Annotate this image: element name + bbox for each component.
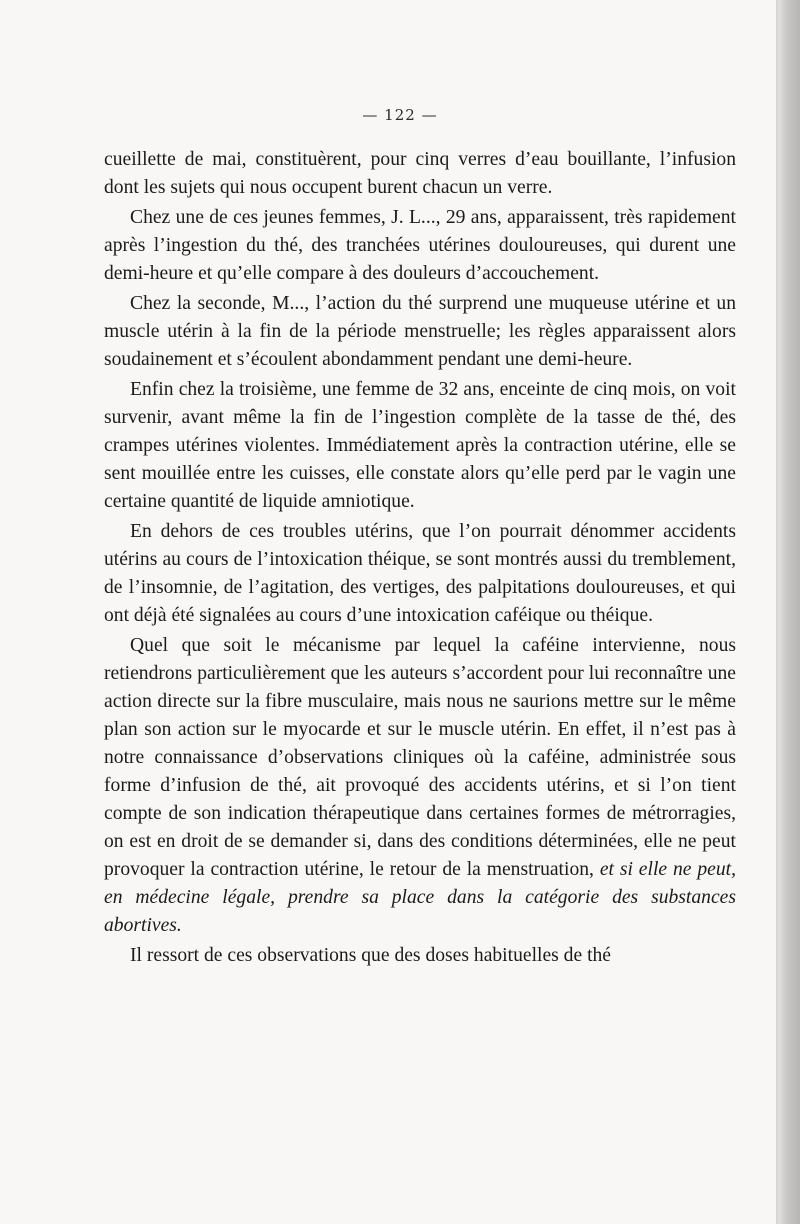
paragraph-6-italic: et si elle ne peut, en médecine légale, prendre sa place dans la catégorie des substances abortives. [104,859,736,936]
page-edge-shadow [778,0,800,1224]
paragraph-6-text: Quel que soit le mécanisme par lequel la caféine intervienne, nous retiendrons particulièrement que les auteurs s’accordent pour lui reconnaître une action directe sur la fibre musculaire, mais nous ne saurions mettre sur le même plan son action sur le myocarde et sur le muscle utérin. En effet, il n’est pas à notre connaissance d’observations cliniques où la caféine, administrée sous forme d’infusion de thé, ait provoqué des accidents utérins, et si l’on tient compte de son indication thérapeutique dans certaines formes de métrorragies, on est en droit de se demander si, dans des conditions déterminées, elle ne peut provoquer la contraction utérine, le retour de la menstruation, [104,635,736,880]
paragraph-2: Chez une de ces jeunes femmes, J. L..., 29 ans, apparaissent, très rapidement après l’ingestion du thé, des tranchées utérines douloureuses, qui durent une demi-heure et qu’elle compare à des douleurs d’accouchement. [104,207,736,284]
paragraph-5: En dehors de ces troubles utérins, que l’on pourrait dénommer accidents utérins au cours de l’intoxication théique, se sont montrés aussi du tremblement, de l’insomnie, de l’agitation, des vertiges, des palpitations douloureuses, et qui ont déjà été signalées au cours d’une intoxication caféique ou théique. [104,521,736,626]
paragraph-6 [104,632,736,940]
page-number-header: — 122 — [362,106,438,124]
paragraph-7: Il ressort de ces observations que des doses habituelles de thé [130,945,612,966]
paragraph-3: Chez la seconde, M..., l’action du thé surprend une muqueuse utérine et un muscle utérin à la fin de la période menstruelle; les règles apparaissent alors soudainement et s’écoulent abondamment pendant une demi-heure. [104,293,736,370]
body-text [104,146,736,972]
paragraph-4: Enfin chez la troisième, une femme de 32 ans, enceinte de cinq mois, on voit survenir, avant même la fin de l’ingestion complète de la tasse de thé, des crampes utérines violentes. Immédiatement après la contraction utérine, elle se sent mouillée entre les cuisses, elle constate alors qu’elle perd par le vagin une certaine quantité de liquide amniotique. [104,379,736,512]
paragraph-1: cueillette de mai, constituèrent, pour cinq verres d’eau bouillante, l’infusion dont les sujets qui nous occupent burent chacun un verre. [104,149,736,198]
